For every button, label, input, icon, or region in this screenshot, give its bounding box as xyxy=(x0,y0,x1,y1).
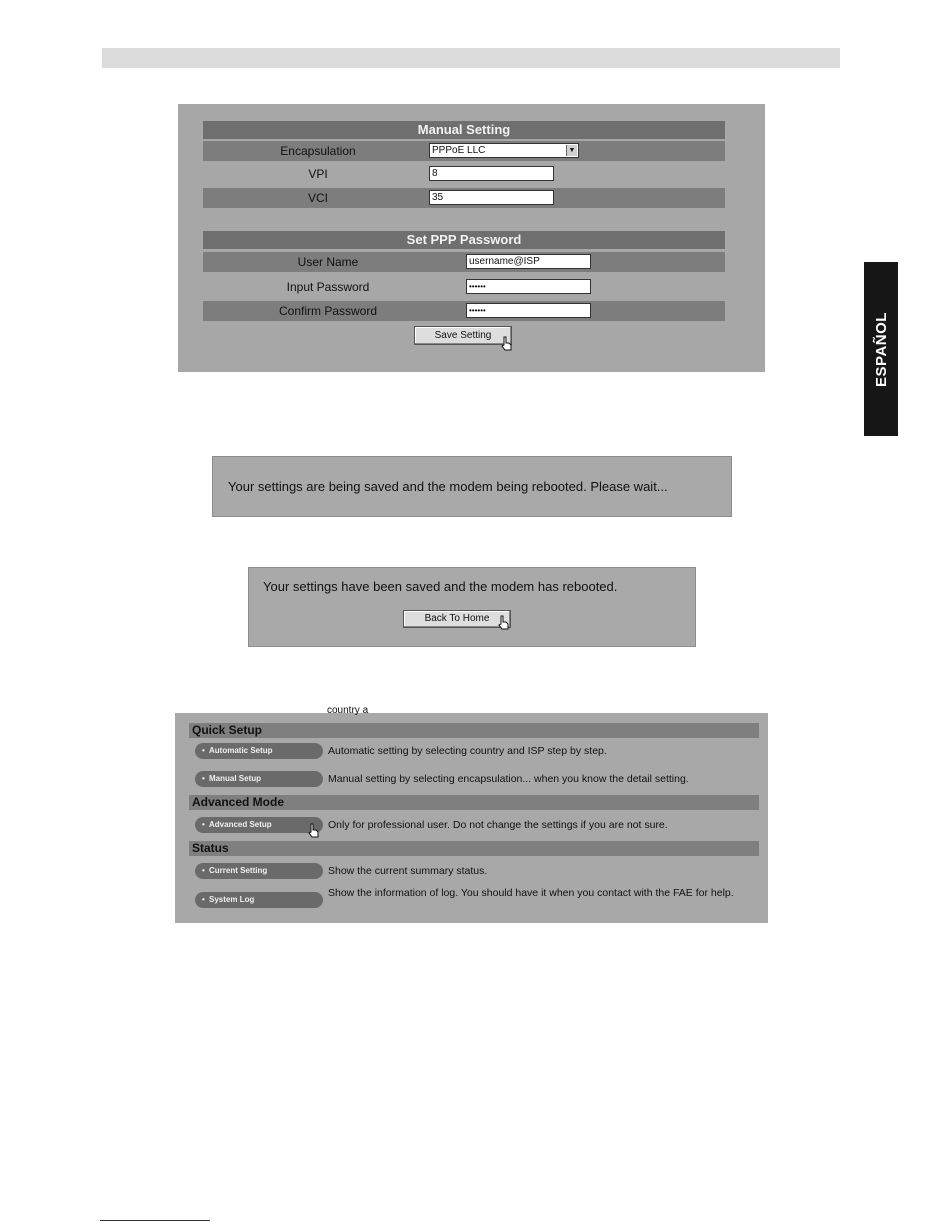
input-password-row xyxy=(203,277,725,297)
vci-row xyxy=(203,188,725,208)
language-tab-label: ESPAÑOL xyxy=(872,311,890,387)
encapsulation-value: PPPoE LLC xyxy=(432,145,486,156)
save-setting-button[interactable]: Save Setting xyxy=(414,326,512,345)
confirm-password-label: Confirm Password xyxy=(278,304,378,318)
footer-rule xyxy=(100,1220,210,1221)
cut-off-text: country a xyxy=(327,705,369,716)
top-gray-bar xyxy=(102,48,840,68)
hand-cursor-icon xyxy=(497,615,509,631)
automatic-setup-button[interactable] xyxy=(195,743,323,759)
hand-cursor-icon xyxy=(307,823,319,839)
encapsulation-label: Encapsulation xyxy=(280,144,356,158)
current-setting-button[interactable] xyxy=(195,863,323,879)
vpi-input[interactable]: 8 xyxy=(429,166,554,181)
back-to-home-button[interactable]: Back To Home xyxy=(403,610,511,628)
system-log-label: System Log xyxy=(209,895,255,904)
vci-label: VCI xyxy=(307,191,328,205)
language-tab xyxy=(864,262,898,436)
quick-setup-header: Quick Setup xyxy=(189,723,759,738)
automatic-setup-desc: Automatic setting by selecting country and ISP step by step. xyxy=(328,745,607,757)
bullet-icon: • xyxy=(202,820,205,829)
manual-setup-desc: Manual setting by selecting encapsulation... when you know the detail setting. xyxy=(328,773,689,785)
advanced-setup-label: Advanced Setup xyxy=(209,820,272,829)
hand-cursor-icon xyxy=(500,336,512,352)
current-setting-label: Current Setting xyxy=(209,866,268,875)
manual-setup-button[interactable] xyxy=(195,771,323,787)
encapsulation-row xyxy=(203,141,725,161)
advanced-setup-desc: Only for professional user. Do not change the settings if you are not sure. xyxy=(328,819,668,831)
vci-input[interactable]: 35 xyxy=(429,190,554,205)
dropdown-arrow-icon[interactable]: ▼ xyxy=(566,145,577,156)
user-name-input[interactable]: username@ISP xyxy=(466,254,591,269)
vpi-label: VPI xyxy=(308,167,328,181)
ppp-password-header: Set PPP Password xyxy=(203,231,725,249)
vpi-row xyxy=(203,164,725,184)
manual-setting-header: Manual Setting xyxy=(203,121,725,139)
manual-setup-label: Manual Setup xyxy=(209,774,262,783)
saved-message-screenshot xyxy=(248,567,696,647)
manual-setting-screenshot xyxy=(178,104,765,372)
bullet-icon: • xyxy=(202,774,205,783)
confirm-password-row xyxy=(203,301,725,321)
bullet-icon: • xyxy=(202,895,205,904)
input-password-field[interactable]: •••••• xyxy=(466,279,591,294)
current-setting-desc: Show the current summary status. xyxy=(328,865,488,877)
system-log-button[interactable] xyxy=(195,892,323,908)
saving-message-screenshot xyxy=(212,456,732,517)
automatic-setup-label: Automatic Setup xyxy=(209,746,273,755)
encapsulation-select[interactable] xyxy=(429,143,579,158)
bullet-icon: • xyxy=(202,746,205,755)
user-name-label: User Name xyxy=(297,255,359,269)
bullet-icon: • xyxy=(202,866,205,875)
status-header: Status xyxy=(189,841,759,856)
saved-message: Your settings have been saved and the modem has rebooted. xyxy=(263,579,618,594)
advanced-mode-header: Advanced Mode xyxy=(189,795,759,810)
advanced-setup-button[interactable] xyxy=(195,817,323,833)
confirm-password-field[interactable]: •••••• xyxy=(466,303,591,318)
main-menu-screenshot xyxy=(175,705,768,923)
saving-message: Your settings are being saved and the modem being rebooted. Please wait... xyxy=(228,479,668,494)
input-password-label: Input Password xyxy=(286,280,370,294)
user-name-row xyxy=(203,252,725,272)
system-log-desc: Show the information of log. You should have it when you contact with the FAE for help. xyxy=(328,887,734,899)
